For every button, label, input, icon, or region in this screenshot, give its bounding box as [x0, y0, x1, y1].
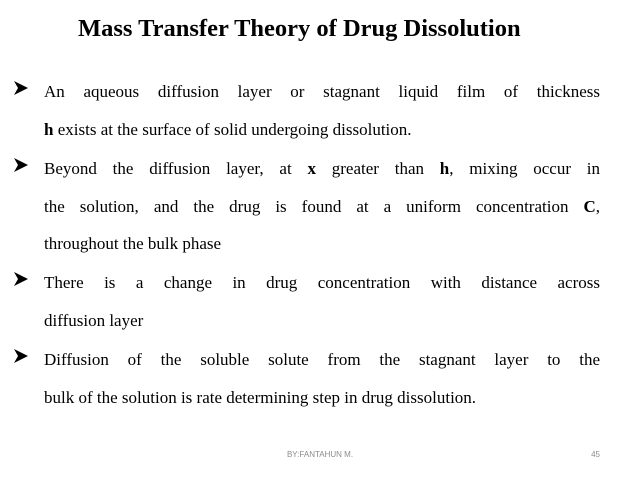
bullet-line: bulk of the solution is rate determining step in drug dissolution. — [44, 387, 477, 407]
bullet-text — [44, 264, 600, 339]
bullet-line: Diffusion of the soluble solute from the stagnant layer to the — [44, 350, 600, 369]
bullet-line: diffusion layer — [44, 310, 144, 330]
page-number: 45 — [591, 450, 600, 459]
bullet-line: Beyond the diffusion layer, at x greater than h, mixing occur in — [44, 159, 600, 178]
bold-variable: C — [583, 196, 596, 216]
footer-author: BY:FANTAHUN M. — [286, 450, 354, 459]
arrow-right-bullet-icon — [12, 270, 30, 288]
arrow-right-bullet-icon — [12, 79, 30, 97]
bold-variable: h — [439, 159, 450, 178]
bold-variable: x — [307, 159, 316, 178]
bullet-line: An aqueous diffusion layer or stagnant liquid film of thickness — [44, 82, 600, 101]
bullet-line: the solution, and the drug is found at a uniform concentration C, — [44, 196, 600, 216]
bullet-text — [44, 73, 600, 148]
bullet-line: throughout the bulk phase — [44, 234, 222, 253]
bold-variable: h — [44, 119, 54, 139]
bullet-line: h exists at the surface of solid undergoing dissolution. — [44, 119, 412, 139]
arrow-right-bullet-icon — [12, 156, 30, 174]
bullet-text — [44, 150, 600, 263]
bullet-text — [44, 341, 600, 416]
arrow-right-bullet-icon — [12, 347, 30, 365]
bullet-line: There is a change in drug concentration with distance across — [44, 273, 600, 292]
slide-title: Mass Transfer Theory of Drug Dissolution — [78, 15, 521, 42]
